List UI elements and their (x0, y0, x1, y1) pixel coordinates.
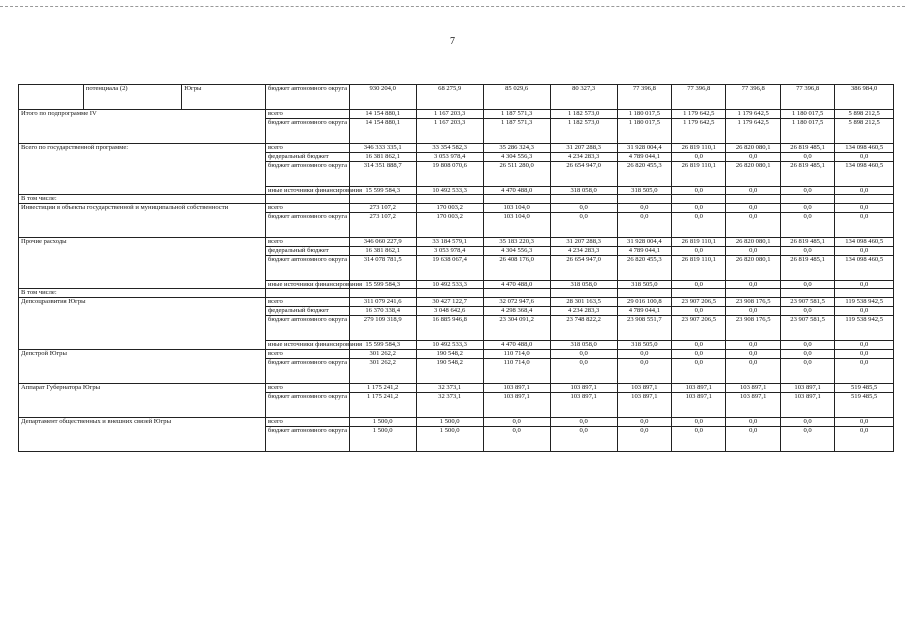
amount-cell: 26 511 280,0 (483, 161, 550, 186)
amount-cell: 0,0 (835, 358, 894, 383)
amount-cell: 103 897,1 (672, 392, 726, 417)
amount-cell: 31 928 004,4 (617, 238, 671, 247)
table-row (19, 144, 894, 153)
amount-cell: 930 204,0 (349, 85, 416, 110)
amount-cell: 0,0 (672, 426, 726, 451)
amount-cell: 77 396,8 (780, 85, 834, 110)
amount-cell (780, 289, 834, 298)
amount-cell: 1 179 642,5 (672, 119, 726, 144)
amount-cell: 0,0 (672, 349, 726, 358)
amount-cell: 0,0 (672, 280, 726, 289)
amount-cell: 0,0 (617, 349, 671, 358)
amount-cell (550, 195, 617, 204)
funding-source (265, 289, 349, 298)
amount-cell: 346 060 227,9 (349, 238, 416, 247)
amount-cell: 31 928 004,4 (617, 144, 671, 153)
amount-cell: 301 262,2 (349, 349, 416, 358)
funding-source: бюджет автономного округа (265, 315, 349, 340)
amount-cell: 0,0 (726, 358, 780, 383)
amount-cell: 33 184 579,1 (416, 238, 483, 247)
funding-source: бюджет автономного округа (265, 392, 349, 417)
amount-cell: 30 427 122,7 (416, 298, 483, 307)
amount-cell: 31 207 288,3 (550, 144, 617, 153)
amount-cell: 1 500,0 (349, 417, 416, 426)
amount-cell (726, 195, 780, 204)
amount-cell: 1 500,0 (416, 417, 483, 426)
amount-cell (416, 289, 483, 298)
amount-cell: 1 175 241,2 (349, 392, 416, 417)
amount-cell: 103 897,1 (550, 383, 617, 392)
amount-cell: 1 179 642,5 (726, 110, 780, 119)
amount-cell: 0,0 (726, 204, 780, 213)
amount-cell (483, 195, 550, 204)
amount-cell: 4 789 044,1 (617, 307, 671, 316)
amount-cell: 103 897,1 (617, 383, 671, 392)
amount-cell: 0,0 (726, 247, 780, 256)
amount-cell: 16 885 946,8 (416, 315, 483, 340)
funding-source: бюджет автономного округа (265, 213, 349, 238)
amount-cell: 77 396,8 (726, 85, 780, 110)
amount-cell: 23 748 822,2 (550, 315, 617, 340)
amount-cell: 0,0 (550, 204, 617, 213)
amount-cell: 0,0 (835, 213, 894, 238)
amount-cell: 1 182 573,0 (550, 119, 617, 144)
funding-source: всего (265, 110, 349, 119)
table-row (19, 238, 894, 247)
amount-cell: 0,0 (726, 280, 780, 289)
amount-cell: 4 470 488,0 (483, 340, 550, 349)
amount-cell: 29 016 100,8 (617, 298, 671, 307)
amount-cell: 0,0 (672, 340, 726, 349)
amount-cell (726, 289, 780, 298)
program-item-label: Всего по государственной программе: (19, 144, 266, 195)
amount-cell: 77 396,8 (617, 85, 671, 110)
amount-cell: 0,0 (672, 247, 726, 256)
amount-cell: 10 492 533,3 (416, 280, 483, 289)
amount-cell: 1 182 573,0 (550, 110, 617, 119)
amount-cell: 0,0 (780, 358, 834, 383)
amount-cell: 119 538 942,5 (835, 315, 894, 340)
amount-cell: 103 897,1 (780, 383, 834, 392)
amount-cell: 0,0 (780, 204, 834, 213)
amount-cell: 0,0 (726, 213, 780, 238)
amount-cell: 103 897,1 (726, 392, 780, 417)
funding-source: бюджет автономного округа (265, 358, 349, 383)
funding-source: всего (265, 144, 349, 153)
amount-cell: 0,0 (780, 417, 834, 426)
amount-cell: 0,0 (672, 204, 726, 213)
amount-cell: 519 485,5 (835, 383, 894, 392)
amount-cell: 4 789 044,1 (617, 153, 671, 162)
amount-cell: 4 470 488,0 (483, 186, 550, 195)
amount-cell: 16 381 862,1 (349, 247, 416, 256)
table-row (19, 85, 894, 110)
table-row (19, 195, 894, 204)
amount-cell: 23 907 581,5 (780, 315, 834, 340)
amount-cell: 3 053 978,4 (416, 153, 483, 162)
amount-cell: 10 492 533,3 (416, 186, 483, 195)
amount-cell: 0,0 (835, 204, 894, 213)
amount-cell: 0,0 (780, 247, 834, 256)
amount-cell: 4 234 283,3 (550, 153, 617, 162)
funding-source: всего (265, 204, 349, 213)
amount-cell: 0,0 (617, 213, 671, 238)
amount-cell: 1 167 203,3 (416, 110, 483, 119)
amount-cell: 14 154 880,1 (349, 119, 416, 144)
funding-source: бюджет автономного округа (265, 426, 349, 451)
funding-source: всего (265, 349, 349, 358)
amount-cell: 26 819 110,1 (672, 255, 726, 280)
amount-cell: 19 808 070,6 (416, 161, 483, 186)
amount-cell (835, 195, 894, 204)
amount-cell: 0,0 (672, 417, 726, 426)
funding-source: всего (265, 238, 349, 247)
amount-cell: 15 599 584,3 (349, 280, 416, 289)
amount-cell: 190 548,2 (416, 349, 483, 358)
amount-cell: 26 820 080,1 (726, 238, 780, 247)
amount-cell (672, 195, 726, 204)
amount-cell: 1 500,0 (416, 426, 483, 451)
program-item-label: Депстрой Югры (19, 349, 266, 383)
amount-cell: 32 072 947,6 (483, 298, 550, 307)
amount-cell: 519 485,5 (835, 392, 894, 417)
amount-cell: 1 180 017,5 (617, 119, 671, 144)
amount-cell: 103 897,1 (483, 392, 550, 417)
amount-cell: 68 275,9 (416, 85, 483, 110)
amount-cell: 318 505,0 (617, 280, 671, 289)
amount-cell: 318 058,0 (550, 280, 617, 289)
funding-source: всего (265, 417, 349, 426)
amount-cell: 26 820 455,3 (617, 255, 671, 280)
item-executor: Югры (182, 85, 266, 110)
amount-cell: 0,0 (835, 349, 894, 358)
amount-cell: 0,0 (835, 247, 894, 256)
amount-cell: 3 048 642,6 (416, 307, 483, 316)
amount-cell: 0,0 (483, 417, 550, 426)
amount-cell: 0,0 (726, 186, 780, 195)
amount-cell: 314 351 888,7 (349, 161, 416, 186)
amount-cell: 0,0 (672, 153, 726, 162)
amount-cell: 170 003,2 (416, 213, 483, 238)
amount-cell: 5 898 212,5 (835, 119, 894, 144)
amount-cell: 1 187 571,3 (483, 110, 550, 119)
amount-cell: 26 820 455,3 (617, 161, 671, 186)
amount-cell: 386 984,0 (835, 85, 894, 110)
amount-cell: 103 897,1 (483, 383, 550, 392)
amount-cell: 1 179 642,5 (726, 119, 780, 144)
amount-cell: 346 333 335,1 (349, 144, 416, 153)
amount-cell: 31 207 288,3 (550, 238, 617, 247)
funding-source: иные источники финансирования (265, 280, 349, 289)
amount-cell: 0,0 (672, 186, 726, 195)
amount-cell: 0,0 (672, 358, 726, 383)
amount-cell: 0,0 (726, 340, 780, 349)
amount-cell: 273 107,2 (349, 204, 416, 213)
funding-source: бюджет автономного округа (265, 119, 349, 144)
amount-cell (672, 289, 726, 298)
amount-cell: 1 180 017,5 (780, 110, 834, 119)
amount-cell: 0,0 (780, 340, 834, 349)
amount-cell (835, 289, 894, 298)
funding-source (265, 195, 349, 204)
amount-cell: 26 819 485,1 (780, 238, 834, 247)
amount-cell: 4 304 556,3 (483, 153, 550, 162)
funding-source: бюджет автономного округа (265, 161, 349, 186)
amount-cell: 0,0 (672, 213, 726, 238)
amount-cell: 26 820 080,1 (726, 144, 780, 153)
amount-cell: 26 820 080,1 (726, 255, 780, 280)
funding-source: всего (265, 383, 349, 392)
amount-cell: 0,0 (726, 417, 780, 426)
amount-cell: 35 183 220,3 (483, 238, 550, 247)
amount-cell: 103 897,1 (617, 392, 671, 417)
program-item-label: Инвестиции в объекты государственной и муниципальной собственности (19, 204, 266, 238)
amount-cell: 318 058,0 (550, 340, 617, 349)
amount-cell: 23 304 091,2 (483, 315, 550, 340)
amount-cell: 134 098 460,5 (835, 238, 894, 247)
amount-cell: 26 408 176,0 (483, 255, 550, 280)
amount-cell: 32 373,1 (416, 392, 483, 417)
amount-cell: 35 286 324,3 (483, 144, 550, 153)
amount-cell: 26 819 110,1 (672, 161, 726, 186)
amount-cell (550, 289, 617, 298)
amount-cell (349, 195, 416, 204)
amount-cell: 318 505,0 (617, 340, 671, 349)
funding-source: иные источники финансирования (265, 340, 349, 349)
page-number: 7 (450, 36, 455, 47)
amount-cell: 0,0 (780, 186, 834, 195)
budget-table (18, 84, 894, 452)
amount-cell: 103 897,1 (550, 392, 617, 417)
amount-cell: 26 819 485,1 (780, 161, 834, 186)
program-item-label: В том числе: (19, 289, 266, 298)
amount-cell: 23 907 581,5 (780, 298, 834, 307)
amount-cell: 4 789 044,1 (617, 247, 671, 256)
amount-cell: 0,0 (835, 280, 894, 289)
scan-top-edge (0, 6, 905, 8)
amount-cell: 103 897,1 (780, 392, 834, 417)
amount-cell: 15 599 584,3 (349, 340, 416, 349)
amount-cell: 32 373,1 (416, 383, 483, 392)
amount-cell: 0,0 (550, 349, 617, 358)
amount-cell: 28 301 163,5 (550, 298, 617, 307)
amount-cell: 0,0 (550, 358, 617, 383)
table-row (19, 289, 894, 298)
amount-cell: 311 079 241,6 (349, 298, 416, 307)
amount-cell (617, 195, 671, 204)
amount-cell: 1 180 017,5 (780, 119, 834, 144)
program-item-label: Депсоцразвития Югры (19, 298, 266, 349)
funding-source: всего (265, 298, 349, 307)
table-row (19, 204, 894, 213)
amount-cell: 23 908 176,5 (726, 315, 780, 340)
amount-cell: 318 505,0 (617, 186, 671, 195)
amount-cell: 5 898 212,5 (835, 110, 894, 119)
amount-cell: 170 003,2 (416, 204, 483, 213)
amount-cell: 1 500,0 (349, 426, 416, 451)
amount-cell: 0,0 (835, 186, 894, 195)
amount-cell: 4 304 556,3 (483, 247, 550, 256)
amount-cell: 103 897,1 (672, 383, 726, 392)
amount-cell: 273 107,2 (349, 213, 416, 238)
amount-cell: 134 098 460,5 (835, 144, 894, 153)
funding-source: иные источники финансирования (265, 186, 349, 195)
program-item-label: Аппарат Губернатора Югры (19, 383, 266, 417)
amount-cell: 4 234 283,3 (550, 307, 617, 316)
amount-cell: 80 327,3 (550, 85, 617, 110)
funding-source: бюджет автономного округа (265, 85, 349, 110)
funding-source: федеральный бюджет (265, 153, 349, 162)
amount-cell: 0,0 (617, 417, 671, 426)
amount-cell: 279 109 318,9 (349, 315, 416, 340)
amount-cell: 0,0 (726, 426, 780, 451)
amount-cell: 318 058,0 (550, 186, 617, 195)
amount-cell: 23 907 206,5 (672, 298, 726, 307)
amount-cell (617, 289, 671, 298)
program-item-label: В том числе: (19, 195, 266, 204)
budget-table-body (19, 85, 894, 452)
amount-cell: 0,0 (550, 417, 617, 426)
amount-cell: 0,0 (617, 426, 671, 451)
amount-cell: 26 820 080,1 (726, 161, 780, 186)
amount-cell: 1 167 203,3 (416, 119, 483, 144)
item-name: потенциала (2) (83, 85, 181, 110)
amount-cell: 19 638 067,4 (416, 255, 483, 280)
amount-cell: 33 354 582,3 (416, 144, 483, 153)
program-item-label: Итого по подпрограмме IV (19, 110, 266, 144)
amount-cell: 0,0 (726, 307, 780, 316)
amount-cell: 4 470 488,0 (483, 280, 550, 289)
amount-cell: 23 908 551,7 (617, 315, 671, 340)
amount-cell: 0,0 (835, 153, 894, 162)
amount-cell: 4 234 283,3 (550, 247, 617, 256)
amount-cell: 15 599 584,3 (349, 186, 416, 195)
amount-cell: 26 819 110,1 (672, 238, 726, 247)
item-number (19, 85, 84, 110)
amount-cell: 134 098 460,5 (835, 255, 894, 280)
amount-cell: 26 654 947,0 (550, 255, 617, 280)
amount-cell: 3 053 978,4 (416, 247, 483, 256)
amount-cell: 16 370 338,4 (349, 307, 416, 316)
amount-cell: 10 492 533,3 (416, 340, 483, 349)
amount-cell: 0,0 (726, 349, 780, 358)
funding-source: федеральный бюджет (265, 247, 349, 256)
amount-cell: 0,0 (835, 417, 894, 426)
amount-cell: 314 078 781,5 (349, 255, 416, 280)
amount-cell: 0,0 (835, 426, 894, 451)
amount-cell: 77 396,8 (672, 85, 726, 110)
amount-cell: 103 104,0 (483, 204, 550, 213)
amount-cell: 0,0 (617, 204, 671, 213)
funding-source: федеральный бюджет (265, 307, 349, 316)
program-item-label: Департамент общественных и внешних связей Югры (19, 417, 266, 451)
table-row (19, 349, 894, 358)
amount-cell: 1 175 241,2 (349, 383, 416, 392)
amount-cell: 1 180 017,5 (617, 110, 671, 119)
amount-cell: 0,0 (780, 280, 834, 289)
amount-cell: 0,0 (617, 358, 671, 383)
program-item-label: Прочие расходы (19, 238, 266, 289)
amount-cell: 16 381 862,1 (349, 153, 416, 162)
amount-cell: 0,0 (550, 426, 617, 451)
amount-cell: 190 548,2 (416, 358, 483, 383)
amount-cell: 4 298 368,4 (483, 307, 550, 316)
amount-cell (416, 195, 483, 204)
amount-cell: 0,0 (835, 307, 894, 316)
amount-cell: 85 029,6 (483, 85, 550, 110)
table-row (19, 110, 894, 119)
amount-cell: 0,0 (483, 426, 550, 451)
table-row (19, 417, 894, 426)
amount-cell: 301 262,2 (349, 358, 416, 383)
amount-cell: 103 104,0 (483, 213, 550, 238)
amount-cell: 26 819 110,1 (672, 144, 726, 153)
amount-cell: 0,0 (780, 153, 834, 162)
amount-cell: 26 819 485,1 (780, 255, 834, 280)
amount-cell: 26 654 947,0 (550, 161, 617, 186)
amount-cell: 23 907 206,5 (672, 315, 726, 340)
amount-cell: 119 538 942,5 (835, 298, 894, 307)
funding-source: бюджет автономного округа (265, 255, 349, 280)
amount-cell: 26 819 485,1 (780, 144, 834, 153)
amount-cell: 14 154 880,1 (349, 110, 416, 119)
amount-cell (780, 195, 834, 204)
amount-cell (483, 289, 550, 298)
amount-cell: 1 187 571,3 (483, 119, 550, 144)
amount-cell (349, 289, 416, 298)
amount-cell: 0,0 (780, 349, 834, 358)
amount-cell: 0,0 (550, 213, 617, 238)
amount-cell: 23 908 176,5 (726, 298, 780, 307)
amount-cell: 0,0 (835, 340, 894, 349)
amount-cell: 110 714,0 (483, 358, 550, 383)
amount-cell: 0,0 (780, 213, 834, 238)
amount-cell: 0,0 (780, 426, 834, 451)
table-row (19, 298, 894, 307)
amount-cell: 103 897,1 (726, 383, 780, 392)
amount-cell: 0,0 (672, 307, 726, 316)
amount-cell: 134 098 460,5 (835, 161, 894, 186)
table-row (19, 383, 894, 392)
amount-cell: 110 714,0 (483, 349, 550, 358)
amount-cell: 1 179 642,5 (672, 110, 726, 119)
amount-cell: 0,0 (726, 153, 780, 162)
amount-cell: 0,0 (780, 307, 834, 316)
